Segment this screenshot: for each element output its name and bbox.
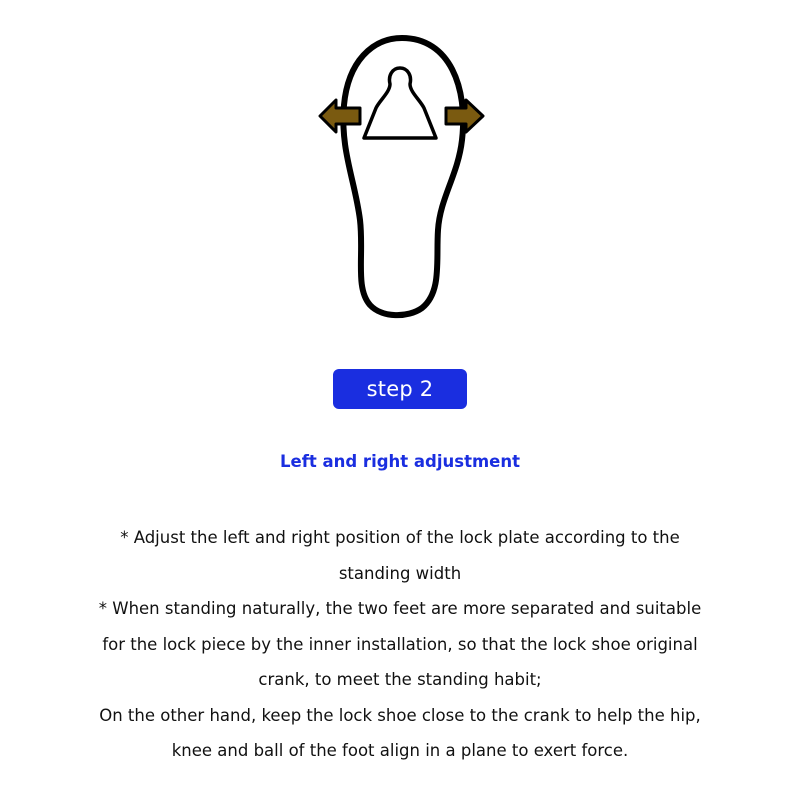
description-line: * Adjust the left and right position of the lock plate according to the xyxy=(120,528,680,547)
description-line: crank, to meet the standing habit; xyxy=(258,670,542,689)
arrow-right-icon xyxy=(446,100,483,132)
description-line: On the other hand, keep the lock shoe close to the crank to help the hip, xyxy=(99,705,701,725)
description-line: * When standing naturally, the two feet are more separated and suitable xyxy=(98,599,702,618)
description-line: for the lock piece by the inner installation, so that the lock shoe original xyxy=(102,634,698,654)
description-text xyxy=(60,520,740,769)
description-line: standing width xyxy=(338,563,462,583)
description-line: knee and ball of the foot align in a plane to exert force. xyxy=(171,741,629,760)
step-badge: step 2 xyxy=(333,369,467,409)
arrow-left-icon xyxy=(320,100,360,132)
cleat-adjustment-illustration xyxy=(300,30,500,330)
section-subtitle: Left and right adjustment xyxy=(279,452,520,471)
cleat-plate-icon xyxy=(364,68,436,138)
